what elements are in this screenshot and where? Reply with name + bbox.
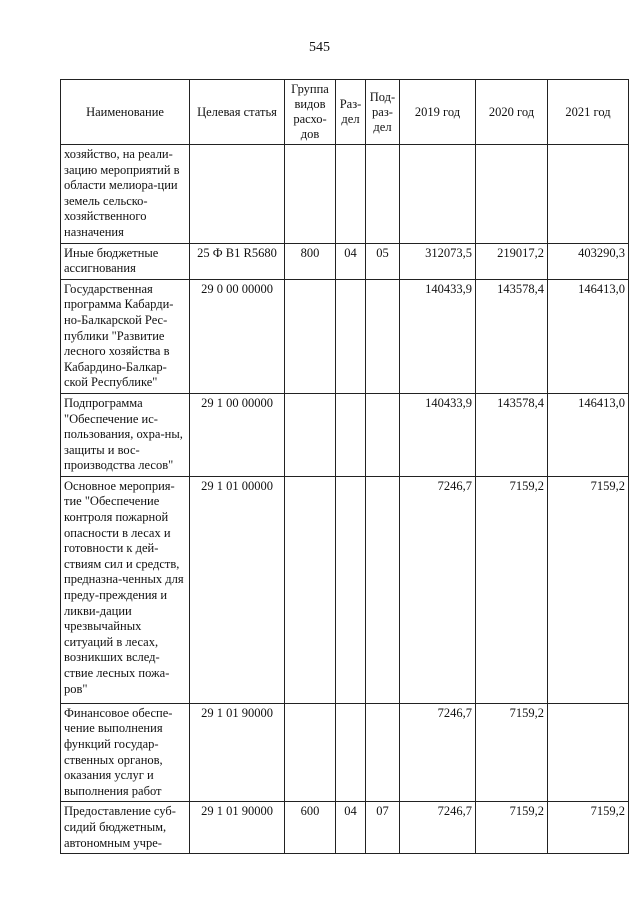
cell-2020 [476, 145, 548, 244]
cell-name: Иные бюджетные ассигнования [61, 243, 190, 279]
cell-2019: 140433,9 [400, 393, 476, 476]
cell-subsection: 07 [366, 802, 400, 854]
cell-section [336, 703, 366, 802]
header-row [61, 80, 629, 145]
cell-name: Подпрограмма "Обеспечение ис-пользования, охра-ны, защиты и вос-производства лесов" [61, 393, 190, 476]
cell-2020: 143578,4 [476, 279, 548, 393]
cell-target: 29 1 01 90000 [190, 703, 285, 802]
cell-group [285, 703, 336, 802]
cell-target: 29 1 01 90000 [190, 802, 285, 854]
cell-subsection [366, 393, 400, 476]
cell-2021 [548, 703, 629, 802]
cell-group [285, 279, 336, 393]
cell-name: хозяйство, на реали-зацию мероприятий в области мелиора-ции земель сельско-хозяйственного назначения [61, 145, 190, 244]
table-row [61, 703, 629, 802]
cell-2021: 403290,3 [548, 243, 629, 279]
cell-2019: 7246,7 [400, 802, 476, 854]
cell-target [190, 145, 285, 244]
cell-subsection: 05 [366, 243, 400, 279]
cell-2019: 7246,7 [400, 703, 476, 802]
cell-section: 04 [336, 243, 366, 279]
table-row [61, 476, 629, 703]
cell-name: Государственная программа Кабарди-но-Балкарской Рес-публики "Развитие лесного хозяйства в Кабардино-Балкар-ской Республике" [61, 279, 190, 393]
cell-group [285, 393, 336, 476]
cell-section [336, 145, 366, 244]
cell-2019: 7246,7 [400, 476, 476, 703]
header-name: Наименование [61, 80, 190, 145]
cell-2020: 7159,2 [476, 476, 548, 703]
table-row [61, 145, 629, 244]
cell-group: 800 [285, 243, 336, 279]
header-target: Целевая статья [190, 80, 285, 145]
cell-group: 600 [285, 802, 336, 854]
cell-subsection [366, 279, 400, 393]
cell-2021: 146413,0 [548, 393, 629, 476]
header-group: Группа видов расхо-дов [285, 80, 336, 145]
cell-name: Предоставление суб-сидий бюджетным, автономным учре- [61, 802, 190, 854]
cell-2020: 7159,2 [476, 802, 548, 854]
cell-2020: 143578,4 [476, 393, 548, 476]
cell-subsection [366, 476, 400, 703]
table-row [61, 279, 629, 393]
header-subsection: Под-раз-дел [366, 80, 400, 145]
cell-name: Финансовое обеспе-чение выполнения функций государ-ственных органов, оказания услуг и выполнения работ [61, 703, 190, 802]
cell-2020: 219017,2 [476, 243, 548, 279]
cell-subsection [366, 145, 400, 244]
cell-target: 25 Ф В1 R5680 [190, 243, 285, 279]
table-row [61, 393, 629, 476]
table-row [61, 802, 629, 854]
header-2021: 2021 год [548, 80, 629, 145]
cell-target: 29 1 00 00000 [190, 393, 285, 476]
header-2020: 2020 год [476, 80, 548, 145]
cell-2021: 146413,0 [548, 279, 629, 393]
budget-table [60, 79, 629, 854]
cell-2021: 7159,2 [548, 802, 629, 854]
cell-2021: 7159,2 [548, 476, 629, 703]
header-section: Раз-дел [336, 80, 366, 145]
cell-2019: 312073,5 [400, 243, 476, 279]
cell-section [336, 279, 366, 393]
table-row [61, 243, 629, 279]
cell-target: 29 0 00 00000 [190, 279, 285, 393]
cell-target: 29 1 01 00000 [190, 476, 285, 703]
cell-group [285, 145, 336, 244]
cell-2019 [400, 145, 476, 244]
cell-2021 [548, 145, 629, 244]
cell-section [336, 393, 366, 476]
cell-group [285, 476, 336, 703]
cell-section: 04 [336, 802, 366, 854]
header-2019: 2019 год [400, 80, 476, 145]
cell-name: Основное мероприя-тие "Обеспечение контроля пожарной опасности в лесах и готовности к дей-ствиям сил и средств, предназна-ченных для преду-преждения и ликви-дации чрезвычайных ситуаций в лесах, возникших вслед-ствие лесных пожа-ров" [61, 476, 190, 703]
page-number: 545 [309, 40, 330, 55]
cell-section [336, 476, 366, 703]
cell-2020: 7159,2 [476, 703, 548, 802]
cell-subsection [366, 703, 400, 802]
cell-2019: 140433,9 [400, 279, 476, 393]
